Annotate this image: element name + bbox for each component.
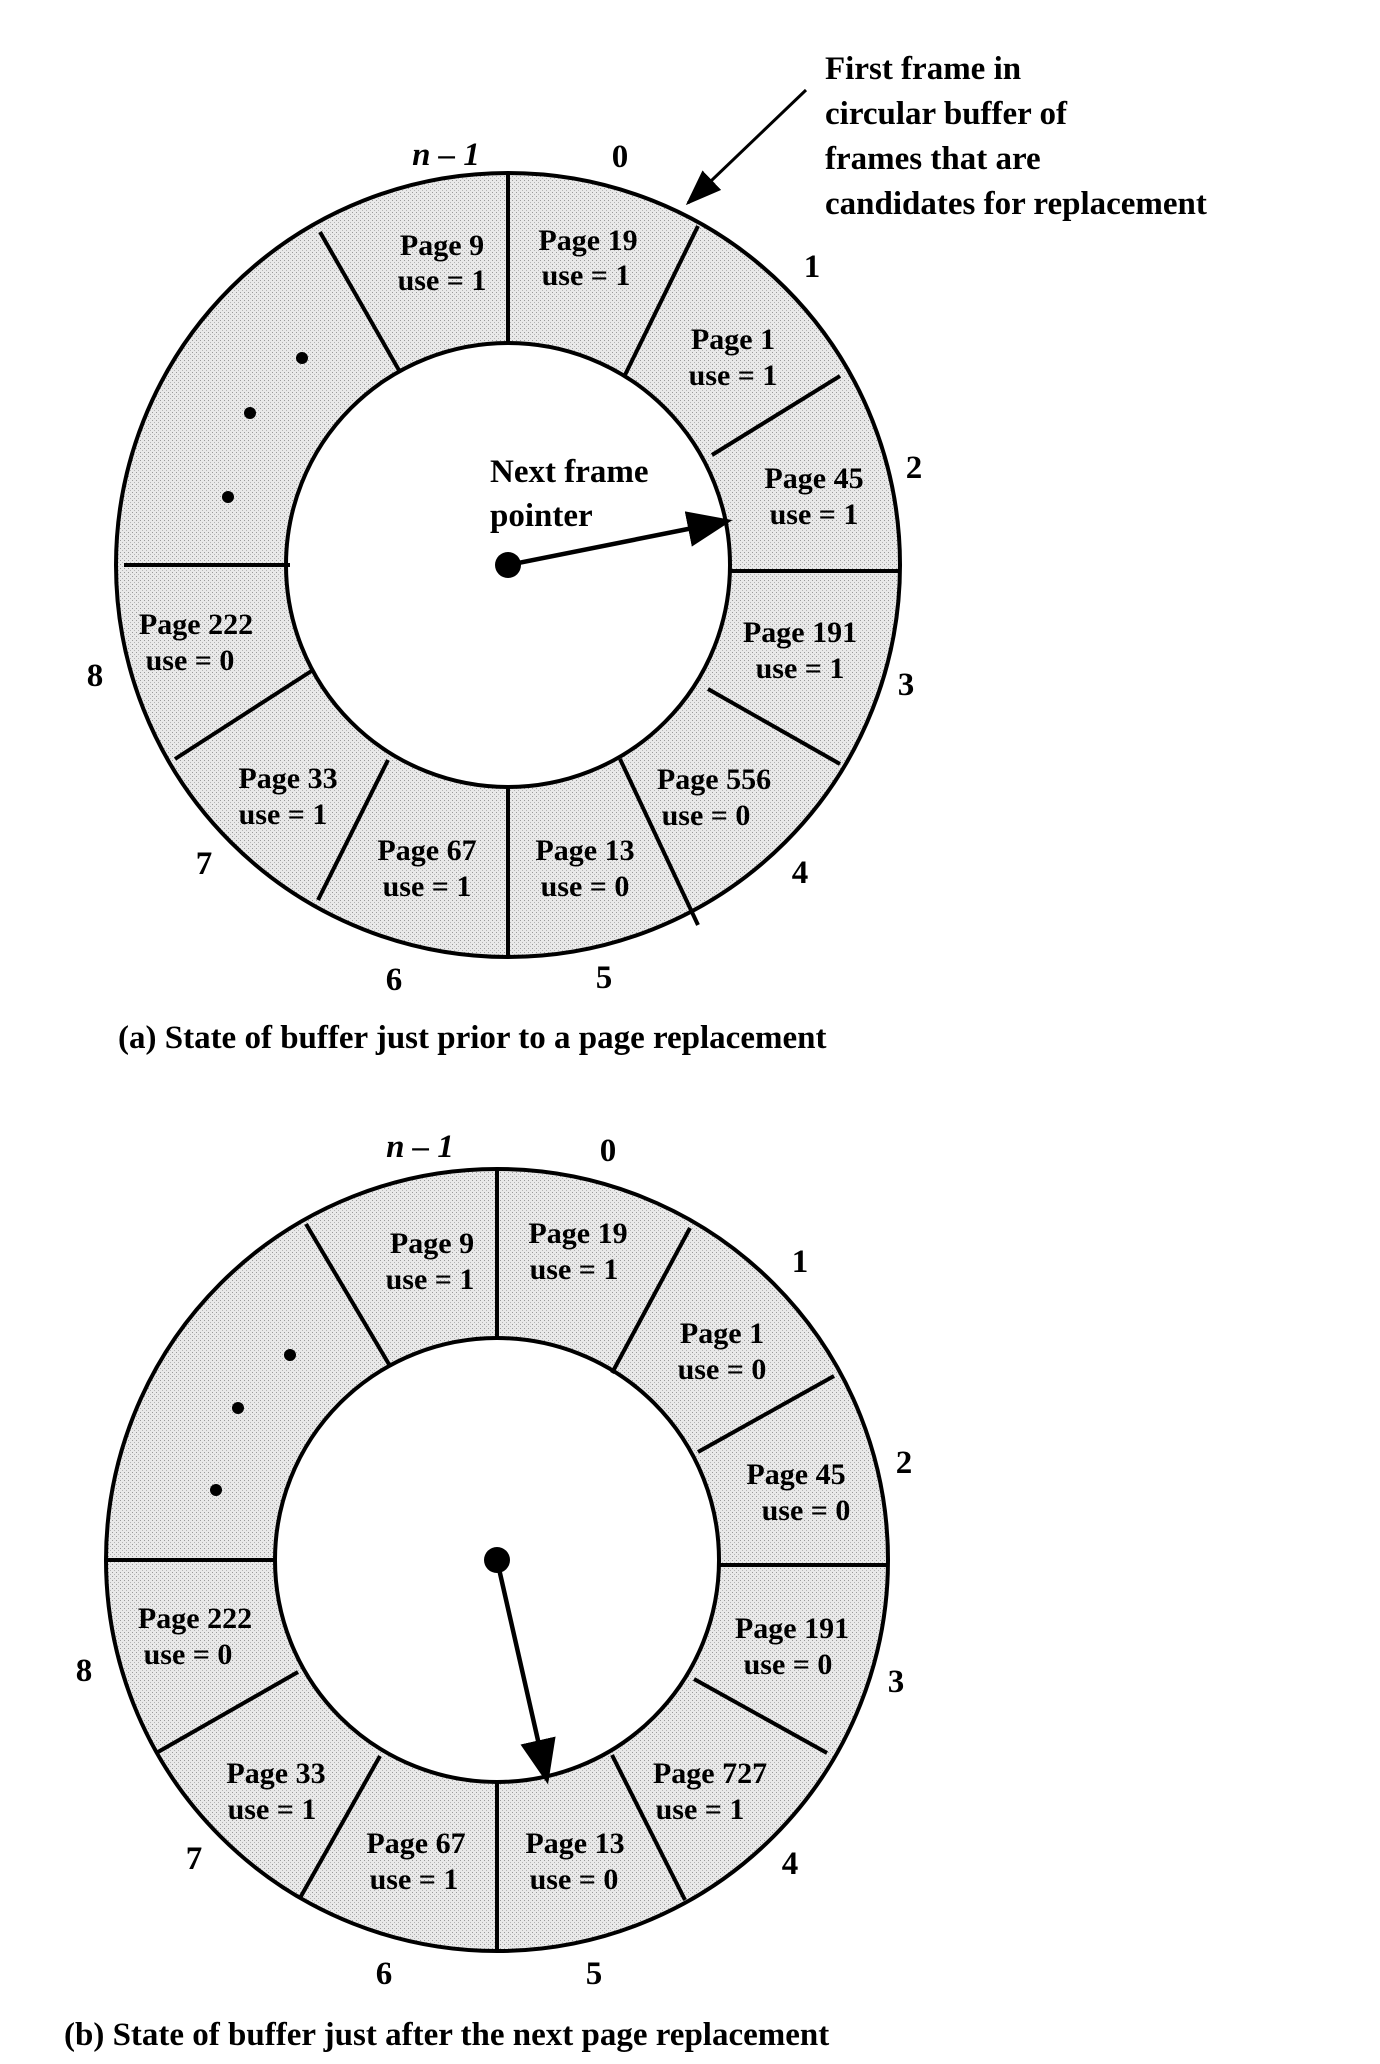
frame-page: Page 222 [138,608,254,641]
ellipsis-dot [284,1349,296,1361]
annotation-arrow [688,90,806,203]
frame-page: Page 727 [652,1757,768,1790]
frame-use: use = 1 [529,1253,619,1286]
frame-page: Page 1 [679,1317,765,1350]
ellipsis-dot [210,1484,222,1496]
index-label-7: 7 [195,846,213,882]
frame-use: use = 1 [655,1793,745,1826]
index-label-0: 0 [611,139,629,175]
ellipsis-dot [222,491,234,503]
frame-use: use = 0 [143,1638,233,1671]
index-label-5: 5 [585,1956,603,1992]
frame-page: Page 556 [656,763,772,796]
index-label-6: 6 [375,1956,393,1992]
frame-page: Page 9 [389,1227,475,1260]
caption-a: (a) State of buffer just prior to a page replacement [118,1020,827,1056]
frame-use: use = 1 [385,1263,475,1296]
frame-page: Page 1 [690,323,776,356]
caption-b: (b) State of buffer just after the next page replacement [64,2017,830,2053]
frame-page: Page 67 [377,834,477,867]
frame-use: use = 1 [688,359,778,392]
annotation-line: candidates for replacement [825,186,1207,222]
index-label-2: 2 [905,450,923,486]
index-label-8: 8 [86,658,104,694]
frame-use: use = 0 [529,1863,619,1896]
index-label-1: 1 [803,249,821,285]
index-label-4: 4 [781,1846,799,1882]
frame-use: use = 1 [755,652,845,685]
first-frame-annotation [688,51,1207,222]
frame-use: use = 1 [227,1793,317,1826]
index-label-0: 0 [599,1133,617,1169]
index-label-5: 5 [595,960,613,996]
index-label-4: 4 [791,855,809,891]
frame-page: Page 222 [137,1602,253,1635]
frame-page: Page 67 [366,1827,466,1860]
index-label-8: 8 [75,1653,93,1689]
frame-page: Page 13 [525,1827,625,1860]
frame-page: Page 191 [742,616,858,649]
frame-use: use = 1 [238,798,328,831]
frame-use: use = 1 [369,1863,459,1896]
frame-page: Page 19 [538,224,638,257]
buffer-diagram-a [87,51,1207,1056]
frame-page: Page 9 [399,229,485,262]
annotation-line: circular buffer of [825,96,1067,132]
pointer-label-line2: pointer [490,498,593,534]
annotation-line: frames that are [825,141,1041,177]
ellipsis-dot [244,407,256,419]
index-label-3: 3 [897,667,915,703]
frame-page: Page 33 [226,1757,326,1790]
ellipsis-dot [232,1402,244,1414]
buffer-diagram-b [64,1129,912,2053]
index-label-n-minus-1: n – 1 [386,1129,454,1165]
annotation-line: First frame in [825,51,1022,87]
frame-page: Page 45 [764,462,864,495]
frame-page: Page 33 [238,762,338,795]
index-label-1: 1 [791,1244,809,1280]
frame-use: use = 0 [661,799,751,832]
pointer-label-line1: Next frame [490,454,649,490]
frame-use: use = 0 [677,1353,767,1386]
frame-page: Page 13 [535,834,635,867]
index-label-3: 3 [887,1664,905,1700]
index-label-2: 2 [895,1445,913,1481]
frame-use: use = 0 [540,870,630,903]
frame-page: Page 45 [746,1458,846,1491]
frame-use: use = 0 [761,1494,851,1527]
frame-use: use = 1 [397,264,487,297]
frame-use: use = 1 [382,870,472,903]
ellipsis-dot [296,352,308,364]
frame-use: use = 0 [743,1648,833,1681]
index-label-6: 6 [385,962,403,998]
index-label-n-minus-1: n – 1 [412,137,480,173]
frame-use: use = 1 [769,498,859,531]
frame-page: Page 19 [528,1217,628,1250]
frame-page: Page 191 [734,1612,850,1645]
index-label-7: 7 [185,1841,203,1877]
frame-use: use = 1 [541,259,631,292]
frame-use: use = 0 [145,644,235,677]
